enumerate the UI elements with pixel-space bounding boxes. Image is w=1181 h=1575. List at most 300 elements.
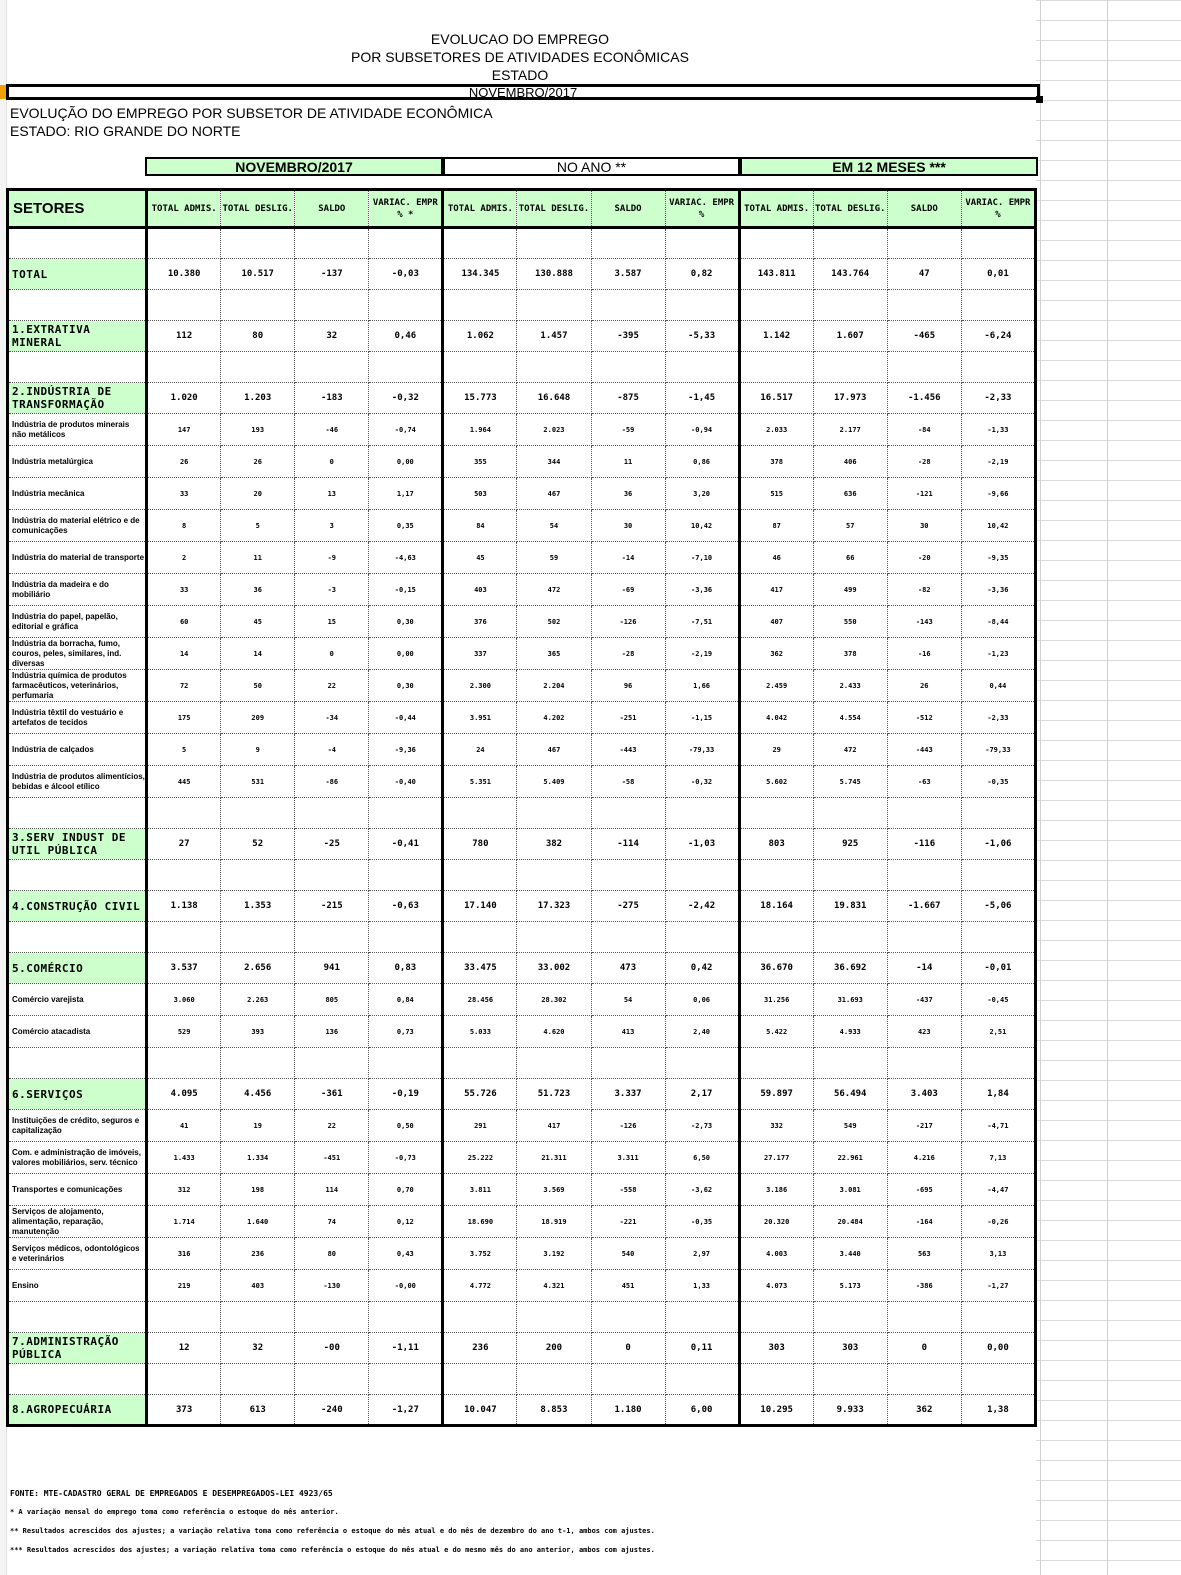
value-cell[interactable]: -4,47: [961, 1174, 1035, 1206]
value-cell[interactable]: 467: [517, 478, 591, 510]
value-cell[interactable]: -9,66: [961, 478, 1035, 510]
value-cell[interactable]: 0: [295, 638, 369, 670]
value-cell[interactable]: -7,10: [665, 542, 739, 574]
value-cell[interactable]: -0,00: [369, 1270, 443, 1302]
value-cell[interactable]: 130.888: [517, 259, 591, 290]
value-cell[interactable]: 36.670: [739, 953, 813, 984]
value-cell[interactable]: 303: [739, 1333, 813, 1364]
value-cell[interactable]: [887, 1364, 961, 1395]
value-cell[interactable]: 11: [221, 542, 295, 574]
value-cell[interactable]: -126: [591, 606, 665, 638]
value-cell[interactable]: -0,74: [369, 414, 443, 446]
value-cell[interactable]: [295, 1048, 369, 1079]
value-cell[interactable]: 0,30: [369, 670, 443, 702]
value-cell[interactable]: 2.204: [517, 670, 591, 702]
value-cell[interactable]: [517, 228, 591, 259]
value-cell[interactable]: -0,44: [369, 702, 443, 734]
value-cell[interactable]: [813, 228, 887, 259]
value-cell[interactable]: 376: [443, 606, 517, 638]
value-cell[interactable]: [591, 352, 665, 383]
value-cell[interactable]: -5,33: [665, 321, 739, 352]
value-cell[interactable]: [739, 922, 813, 953]
value-cell[interactable]: 515: [739, 478, 813, 510]
value-cell[interactable]: 550: [813, 606, 887, 638]
value-cell[interactable]: [591, 290, 665, 321]
value-cell[interactable]: 72: [147, 670, 221, 702]
value-cell[interactable]: [147, 860, 221, 891]
value-cell[interactable]: 1.457: [517, 321, 591, 352]
value-cell[interactable]: 1.142: [739, 321, 813, 352]
value-cell[interactable]: 540: [591, 1238, 665, 1270]
value-cell[interactable]: 0,35: [369, 510, 443, 542]
value-cell[interactable]: 0,73: [369, 1016, 443, 1048]
value-cell[interactable]: -2,19: [665, 638, 739, 670]
value-cell[interactable]: -8,44: [961, 606, 1035, 638]
value-cell[interactable]: -2,33: [961, 383, 1035, 414]
value-cell[interactable]: 47: [887, 259, 961, 290]
value-cell[interactable]: 5.409: [517, 766, 591, 798]
value-cell[interactable]: 9.933: [813, 1395, 887, 1426]
value-cell[interactable]: 3.587: [591, 259, 665, 290]
value-cell[interactable]: 362: [739, 638, 813, 670]
value-cell[interactable]: 549: [813, 1110, 887, 1142]
value-cell[interactable]: -1,06: [961, 829, 1035, 860]
value-cell[interactable]: 3.403: [887, 1079, 961, 1110]
value-cell[interactable]: -875: [591, 383, 665, 414]
value-cell[interactable]: -14: [887, 953, 961, 984]
sector-label[interactable]: [8, 1302, 147, 1333]
value-cell[interactable]: 803: [739, 829, 813, 860]
value-cell[interactable]: 3.569: [517, 1174, 591, 1206]
value-cell[interactable]: 4.003: [739, 1238, 813, 1270]
value-cell[interactable]: 2.656: [221, 953, 295, 984]
value-cell[interactable]: [147, 922, 221, 953]
value-cell[interactable]: 45: [221, 606, 295, 638]
value-cell[interactable]: [369, 290, 443, 321]
sector-label[interactable]: 7.ADMINISTRAÇÃO PÚBLICA: [8, 1333, 147, 1364]
value-cell[interactable]: [887, 1048, 961, 1079]
value-cell[interactable]: 17.140: [443, 891, 517, 922]
value-cell[interactable]: 393: [221, 1016, 295, 1048]
value-cell[interactable]: [887, 922, 961, 953]
value-cell[interactable]: 303: [813, 1333, 887, 1364]
value-cell[interactable]: [517, 352, 591, 383]
sector-label[interactable]: [8, 1364, 147, 1395]
value-cell[interactable]: 2.459: [739, 670, 813, 702]
value-cell[interactable]: [295, 860, 369, 891]
value-cell[interactable]: [369, 860, 443, 891]
value-cell[interactable]: [665, 352, 739, 383]
value-cell[interactable]: -28: [887, 446, 961, 478]
value-cell[interactable]: 33: [147, 574, 221, 606]
value-cell[interactable]: -2,19: [961, 446, 1035, 478]
value-cell[interactable]: 1.020: [147, 383, 221, 414]
value-cell[interactable]: 5.351: [443, 766, 517, 798]
value-cell[interactable]: 3,20: [665, 478, 739, 510]
value-cell[interactable]: 219: [147, 1270, 221, 1302]
value-cell[interactable]: [961, 290, 1035, 321]
value-cell[interactable]: -361: [295, 1079, 369, 1110]
value-cell[interactable]: 54: [517, 510, 591, 542]
value-cell[interactable]: 6,00: [665, 1395, 739, 1426]
value-cell[interactable]: 378: [813, 638, 887, 670]
value-cell[interactable]: [739, 352, 813, 383]
value-cell[interactable]: 417: [739, 574, 813, 606]
value-cell[interactable]: -386: [887, 1270, 961, 1302]
sector-label[interactable]: Indústria química de produtos farmacêuticos, veterinários, perfumaria: [8, 670, 147, 702]
value-cell[interactable]: 2.300: [443, 670, 517, 702]
value-cell[interactable]: 473: [591, 953, 665, 984]
value-cell[interactable]: 80: [295, 1238, 369, 1270]
value-cell[interactable]: [369, 1302, 443, 1333]
value-cell[interactable]: [813, 922, 887, 953]
value-cell[interactable]: -00: [295, 1333, 369, 1364]
value-cell[interactable]: -0,01: [961, 953, 1035, 984]
sector-label[interactable]: [8, 228, 147, 259]
value-cell[interactable]: 499: [813, 574, 887, 606]
value-cell[interactable]: 17.973: [813, 383, 887, 414]
value-cell[interactable]: 365: [517, 638, 591, 670]
value-cell[interactable]: -63: [887, 766, 961, 798]
sector-label[interactable]: 8.AGROPECUÁRIA: [8, 1395, 147, 1426]
value-cell[interactable]: -2,42: [665, 891, 739, 922]
value-cell[interactable]: [887, 798, 961, 829]
value-cell[interactable]: -59: [591, 414, 665, 446]
value-cell[interactable]: [147, 1302, 221, 1333]
value-cell[interactable]: [147, 1364, 221, 1395]
value-cell[interactable]: 33.002: [517, 953, 591, 984]
value-cell[interactable]: -1,15: [665, 702, 739, 734]
value-cell[interactable]: 613: [221, 1395, 295, 1426]
value-cell[interactable]: 4.095: [147, 1079, 221, 1110]
value-cell[interactable]: [887, 352, 961, 383]
value-cell[interactable]: 4.933: [813, 1016, 887, 1048]
value-cell[interactable]: 33.475: [443, 953, 517, 984]
value-cell[interactable]: [295, 1302, 369, 1333]
value-cell[interactable]: 7,13: [961, 1142, 1035, 1174]
value-cell[interactable]: 0,46: [369, 321, 443, 352]
value-cell[interactable]: 143.811: [739, 259, 813, 290]
value-cell[interactable]: [147, 228, 221, 259]
value-cell[interactable]: 41: [147, 1110, 221, 1142]
value-cell[interactable]: 5.602: [739, 766, 813, 798]
value-cell[interactable]: [665, 798, 739, 829]
value-cell[interactable]: [517, 922, 591, 953]
value-cell[interactable]: -1.667: [887, 891, 961, 922]
value-cell[interactable]: 236: [443, 1333, 517, 1364]
sector-label[interactable]: Indústria do papel, papelão, editorial e gráfica: [8, 606, 147, 638]
sector-label[interactable]: [8, 352, 147, 383]
value-cell[interactable]: [221, 860, 295, 891]
value-cell[interactable]: 3,13: [961, 1238, 1035, 1270]
value-cell[interactable]: [813, 1364, 887, 1395]
value-cell[interactable]: [961, 1364, 1035, 1395]
sector-label[interactable]: Serviços médicos, odontológicos e veterinários: [8, 1238, 147, 1270]
value-cell[interactable]: [739, 1302, 813, 1333]
value-cell[interactable]: [591, 798, 665, 829]
sector-label[interactable]: Comércio varejista: [8, 984, 147, 1016]
value-cell[interactable]: [443, 1048, 517, 1079]
value-cell[interactable]: 0: [591, 1333, 665, 1364]
value-cell[interactable]: 114: [295, 1174, 369, 1206]
value-cell[interactable]: [147, 798, 221, 829]
value-cell[interactable]: 31.693: [813, 984, 887, 1016]
value-cell[interactable]: [665, 1048, 739, 1079]
value-cell[interactable]: 36: [591, 478, 665, 510]
sector-label[interactable]: Indústria do material de transporte: [8, 542, 147, 574]
value-cell[interactable]: [591, 1048, 665, 1079]
value-cell[interactable]: 10.380: [147, 259, 221, 290]
value-cell[interactable]: 5.745: [813, 766, 887, 798]
value-cell[interactable]: 26: [887, 670, 961, 702]
value-cell[interactable]: -3,36: [961, 574, 1035, 606]
value-cell[interactable]: [517, 798, 591, 829]
value-cell[interactable]: 312: [147, 1174, 221, 1206]
value-cell[interactable]: [961, 352, 1035, 383]
fill-handle[interactable]: [1036, 96, 1043, 103]
value-cell[interactable]: [443, 352, 517, 383]
value-cell[interactable]: 10.047: [443, 1395, 517, 1426]
value-cell[interactable]: 56.494: [813, 1079, 887, 1110]
value-cell[interactable]: -695: [887, 1174, 961, 1206]
value-cell[interactable]: [591, 922, 665, 953]
value-cell[interactable]: 22: [295, 1110, 369, 1142]
value-cell[interactable]: -558: [591, 1174, 665, 1206]
value-cell[interactable]: [591, 1364, 665, 1395]
value-cell[interactable]: 406: [813, 446, 887, 478]
value-cell[interactable]: 423: [887, 1016, 961, 1048]
value-cell[interactable]: 0,12: [369, 1206, 443, 1238]
value-cell[interactable]: [739, 798, 813, 829]
value-cell[interactable]: [665, 1302, 739, 1333]
value-cell[interactable]: -1,45: [665, 383, 739, 414]
value-cell[interactable]: 2.033: [739, 414, 813, 446]
value-cell[interactable]: [961, 1048, 1035, 1079]
value-cell[interactable]: 2,51: [961, 1016, 1035, 1048]
value-cell[interactable]: -69: [591, 574, 665, 606]
value-cell[interactable]: [517, 290, 591, 321]
sector-label[interactable]: Indústria de produtos minerais não metálicos: [8, 414, 147, 446]
value-cell[interactable]: 0,11: [665, 1333, 739, 1364]
value-cell[interactable]: 1.180: [591, 1395, 665, 1426]
value-cell[interactable]: -0,63: [369, 891, 443, 922]
value-cell[interactable]: [221, 290, 295, 321]
value-cell[interactable]: 355: [443, 446, 517, 478]
value-cell[interactable]: 18.690: [443, 1206, 517, 1238]
value-cell[interactable]: 136: [295, 1016, 369, 1048]
value-cell[interactable]: 941: [295, 953, 369, 984]
value-cell[interactable]: [443, 1302, 517, 1333]
value-cell[interactable]: 3.752: [443, 1238, 517, 1270]
value-cell[interactable]: 451: [591, 1270, 665, 1302]
value-cell[interactable]: -395: [591, 321, 665, 352]
value-cell[interactable]: 5: [147, 734, 221, 766]
value-cell[interactable]: 29: [739, 734, 813, 766]
value-cell[interactable]: -82: [887, 574, 961, 606]
sector-label[interactable]: Transportes e comunicações: [8, 1174, 147, 1206]
value-cell[interactable]: 563: [887, 1238, 961, 1270]
value-cell[interactable]: [221, 798, 295, 829]
value-cell[interactable]: 291: [443, 1110, 517, 1142]
value-cell[interactable]: -114: [591, 829, 665, 860]
sector-label[interactable]: 6.SERVIÇOS: [8, 1079, 147, 1110]
sector-label[interactable]: Indústria da madeira e do mobiliário: [8, 574, 147, 606]
value-cell[interactable]: -0,15: [369, 574, 443, 606]
value-cell[interactable]: 21.311: [517, 1142, 591, 1174]
value-cell[interactable]: 2.433: [813, 670, 887, 702]
value-cell[interactable]: 175: [147, 702, 221, 734]
value-cell[interactable]: 24: [443, 734, 517, 766]
value-cell[interactable]: -121: [887, 478, 961, 510]
value-cell[interactable]: 0,44: [961, 670, 1035, 702]
value-cell[interactable]: -34: [295, 702, 369, 734]
value-cell[interactable]: 74: [295, 1206, 369, 1238]
value-cell[interactable]: [961, 860, 1035, 891]
value-cell[interactable]: -28: [591, 638, 665, 670]
value-cell[interactable]: [739, 1364, 813, 1395]
value-cell[interactable]: 2,40: [665, 1016, 739, 1048]
value-cell[interactable]: 10,42: [961, 510, 1035, 542]
value-cell[interactable]: 27.177: [739, 1142, 813, 1174]
value-cell[interactable]: 15: [295, 606, 369, 638]
value-cell[interactable]: 15.773: [443, 383, 517, 414]
value-cell[interactable]: 59: [517, 542, 591, 574]
value-cell[interactable]: -0,45: [961, 984, 1035, 1016]
value-cell[interactable]: 1.353: [221, 891, 295, 922]
value-cell[interactable]: 3.081: [813, 1174, 887, 1206]
value-cell[interactable]: 52: [221, 829, 295, 860]
value-cell[interactable]: 17.323: [517, 891, 591, 922]
value-cell[interactable]: 54: [591, 984, 665, 1016]
value-cell[interactable]: 4.202: [517, 702, 591, 734]
value-cell[interactable]: 10,42: [665, 510, 739, 542]
value-cell[interactable]: -4: [295, 734, 369, 766]
value-cell[interactable]: -58: [591, 766, 665, 798]
value-cell[interactable]: 147: [147, 414, 221, 446]
value-cell[interactable]: 26: [147, 446, 221, 478]
value-cell[interactable]: [887, 228, 961, 259]
value-cell[interactable]: 5.173: [813, 1270, 887, 1302]
value-cell[interactable]: 87: [739, 510, 813, 542]
value-cell[interactable]: 3: [295, 510, 369, 542]
value-cell[interactable]: 25.222: [443, 1142, 517, 1174]
value-cell[interactable]: 4.456: [221, 1079, 295, 1110]
value-cell[interactable]: -20: [887, 542, 961, 574]
value-cell[interactable]: [887, 860, 961, 891]
value-cell[interactable]: 96: [591, 670, 665, 702]
value-cell[interactable]: -4,63: [369, 542, 443, 574]
sector-label[interactable]: Ensino: [8, 1270, 147, 1302]
value-cell[interactable]: 46: [739, 542, 813, 574]
value-cell[interactable]: 417: [517, 1110, 591, 1142]
value-cell[interactable]: [147, 290, 221, 321]
value-cell[interactable]: [961, 228, 1035, 259]
value-cell[interactable]: [443, 290, 517, 321]
value-cell[interactable]: -1,33: [961, 414, 1035, 446]
value-cell[interactable]: 0,00: [961, 1333, 1035, 1364]
value-cell[interactable]: 0,00: [369, 446, 443, 478]
value-cell[interactable]: 193: [221, 414, 295, 446]
value-cell[interactable]: -183: [295, 383, 369, 414]
value-cell[interactable]: -1,27: [369, 1395, 443, 1426]
value-cell[interactable]: 20.320: [739, 1206, 813, 1238]
value-cell[interactable]: [813, 798, 887, 829]
value-cell[interactable]: 344: [517, 446, 591, 478]
value-cell[interactable]: -0,19: [369, 1079, 443, 1110]
value-cell[interactable]: 134.345: [443, 259, 517, 290]
value-cell[interactable]: [961, 798, 1035, 829]
value-cell[interactable]: -130: [295, 1270, 369, 1302]
sector-label[interactable]: [8, 290, 147, 321]
value-cell[interactable]: 66: [813, 542, 887, 574]
value-cell[interactable]: [813, 290, 887, 321]
value-cell[interactable]: 2,97: [665, 1238, 739, 1270]
value-cell[interactable]: 1.334: [221, 1142, 295, 1174]
value-cell[interactable]: -2,33: [961, 702, 1035, 734]
value-cell[interactable]: -1,23: [961, 638, 1035, 670]
value-cell[interactable]: 59.897: [739, 1079, 813, 1110]
value-cell[interactable]: 1.433: [147, 1142, 221, 1174]
value-cell[interactable]: -0,40: [369, 766, 443, 798]
value-cell[interactable]: 0,43: [369, 1238, 443, 1270]
value-cell[interactable]: -0,94: [665, 414, 739, 446]
value-cell[interactable]: -7,51: [665, 606, 739, 638]
value-cell[interactable]: 780: [443, 829, 517, 860]
value-cell[interactable]: [961, 1302, 1035, 1333]
value-cell[interactable]: 26: [221, 446, 295, 478]
value-cell[interactable]: 3.311: [591, 1142, 665, 1174]
value-cell[interactable]: -84: [887, 414, 961, 446]
sector-label[interactable]: 2.INDÚSTRIA DE TRANSFORMAÇÃO: [8, 383, 147, 414]
value-cell[interactable]: 18.919: [517, 1206, 591, 1238]
value-cell[interactable]: 636: [813, 478, 887, 510]
value-cell[interactable]: 4.772: [443, 1270, 517, 1302]
value-cell[interactable]: [813, 1302, 887, 1333]
value-cell[interactable]: -137: [295, 259, 369, 290]
value-cell[interactable]: [147, 1048, 221, 1079]
value-cell[interactable]: 407: [739, 606, 813, 638]
sector-label[interactable]: TOTAL: [8, 259, 147, 290]
value-cell[interactable]: 1.714: [147, 1206, 221, 1238]
value-cell[interactable]: 33: [147, 478, 221, 510]
sector-label[interactable]: 1.EXTRATIVA MINERAL: [8, 321, 147, 352]
value-cell[interactable]: 445: [147, 766, 221, 798]
value-cell[interactable]: 382: [517, 829, 591, 860]
sector-label[interactable]: 3.SERV INDUST DE UTIL PÚBLICA: [8, 829, 147, 860]
value-cell[interactable]: 51.723: [517, 1079, 591, 1110]
value-cell[interactable]: 3.951: [443, 702, 517, 734]
value-cell[interactable]: 8: [147, 510, 221, 542]
value-cell[interactable]: [369, 352, 443, 383]
value-cell[interactable]: 4.321: [517, 1270, 591, 1302]
value-cell[interactable]: [443, 860, 517, 891]
value-cell[interactable]: -437: [887, 984, 961, 1016]
value-cell[interactable]: 467: [517, 734, 591, 766]
value-cell[interactable]: [887, 1302, 961, 1333]
value-cell[interactable]: 925: [813, 829, 887, 860]
value-cell[interactable]: -0,32: [369, 383, 443, 414]
value-cell[interactable]: 55.726: [443, 1079, 517, 1110]
value-cell[interactable]: [517, 1302, 591, 1333]
value-cell[interactable]: [739, 860, 813, 891]
value-cell[interactable]: -0,41: [369, 829, 443, 860]
value-cell[interactable]: [813, 352, 887, 383]
value-cell[interactable]: [443, 798, 517, 829]
value-cell[interactable]: 378: [739, 446, 813, 478]
value-cell[interactable]: -215: [295, 891, 369, 922]
value-cell[interactable]: [739, 290, 813, 321]
value-cell[interactable]: 1.964: [443, 414, 517, 446]
